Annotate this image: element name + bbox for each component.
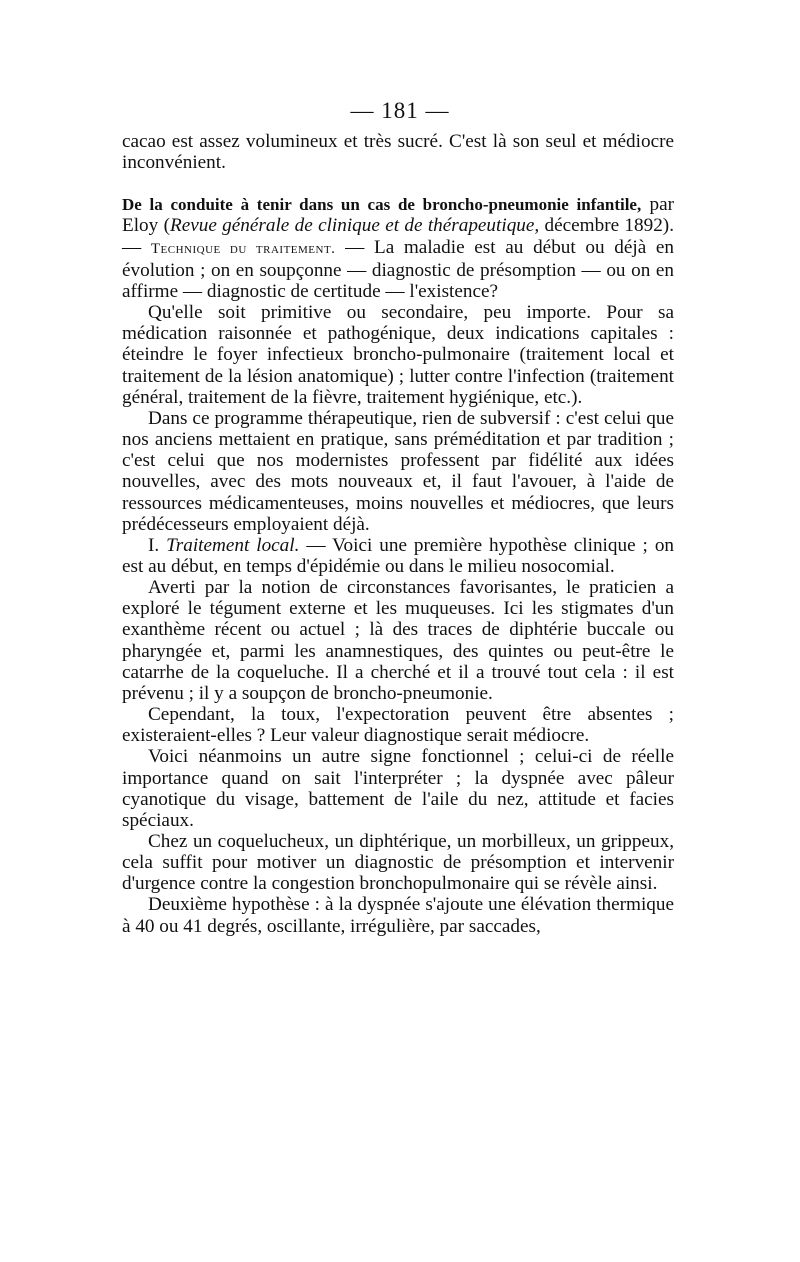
section-number: I. — [148, 534, 167, 556]
article-date: décembre 1892). — — [122, 215, 674, 258]
paragraph: Deuxième hypothèse : à la dyspnée s'ajoute une élévation thermique à 40 ou 41 degrés, oscillante, irrégulière, par saccades, — [122, 894, 674, 937]
paragraph: Averti par la notion de circonstances favorisantes, le praticien a exploré le tégument externe et les muqueuses. Ici les stigmates d'un exanthème récent ou actuel ; là des traces de diphtérie buccale ou pharyngée et, parmi les anamnestiques, des quintes ou peut-être le catarrhe de la coqueluche. Il a cherché et il a trouvé tout cela : il est prévenu ; il y a soupçon de broncho-pneumonie. — [122, 577, 674, 704]
section-title: Traitement local. — [166, 534, 300, 556]
article-author: par Eloy ( — [122, 194, 674, 237]
article-heading: De la conduite à tenir dans un cas de broncho-pneumonie infantile, — [122, 195, 642, 215]
paragraph: Qu'elle soit primitive ou secondaire, peu importe. Pour sa médication raisonnée et pathogénique, deux indications capitales : éteindre le foyer infectieux broncho-pulmonaire (traitement local et traitement de la lésion anatomique) ; lutter contre l'infection (traitement général, traitement de la fièvre, traitement hygiénique, etc.). — [122, 302, 674, 408]
page-body — [122, 131, 674, 937]
paragraph: Dans ce programme thérapeutique, rien de subversif : c'est celui que nos anciens mettaient en pratique, sans préméditation et par tradition ; c'est celui que nos modernistes professent par fidélité aux idées nouvelles, avec des mots nouveaux et, il faut l'avouer, à l'aide de ressources médicamenteuses, moins nouvelles et médiocres, que leurs prédécesseurs employaient déjà. — [122, 407, 674, 535]
page-number: — 181 — — [350, 98, 450, 123]
paragraph: Voici néanmoins un autre signe fonctionnel ; celui-ci de réelle importance quand on sait l'interpréter ; la dyspnée avec pâleur cyanotique du visage, battement de l'aile du nez, attitude et facies spéciaux. — [122, 746, 674, 831]
article-intro-text: — La maladie est au début ou déjà en évolution ; on en soupçonne — diagnostic de présomption — ou on en affirme — diagnostic de certitude — l'existence? — [122, 236, 675, 302]
article-journal: Revue générale de clinique et de thérapeutique, — [169, 215, 540, 237]
paragraph-continuation: cacao est assez volumineux et très sucré. C'est là son seul et médiocre inconvénient. — [122, 131, 674, 174]
paragraph-article-header — [122, 194, 674, 302]
paragraph: Cependant, la toux, l'expectoration peuvent être absentes ; existeraient-elles ? Leur valeur diagnostique serait médiocre. — [122, 704, 674, 747]
section-text: — Voici une première hypothèse clinique ; on est au début, en temps d'épidémie ou dans le milieu nosocomial. — [122, 534, 675, 577]
section-label: Technique du traitement. — [150, 240, 336, 257]
paragraph-local-treatment — [122, 535, 674, 577]
paragraph: Chez un coquelucheux, un diphtérique, un morbilleux, un grippeux, cela suffit pour motiver un diagnostic de présomption et intervenir d'urgence contre la congestion bronchopulmonaire qui se révèle ainsi. — [122, 831, 674, 895]
section-gap — [122, 173, 674, 194]
